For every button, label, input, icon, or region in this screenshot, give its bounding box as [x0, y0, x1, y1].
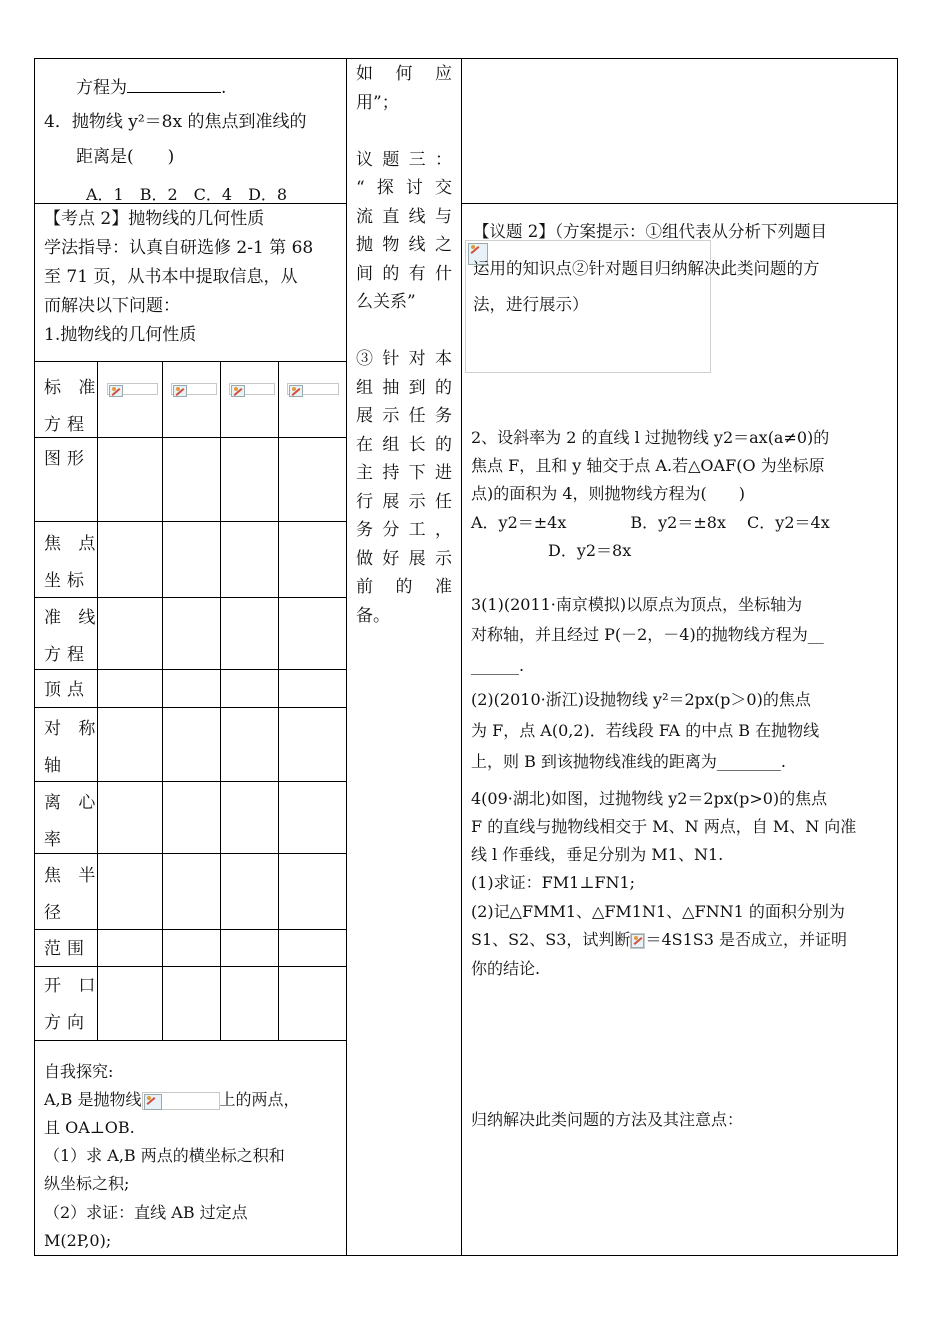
question-3-part2-line-2: 为 F，点 A(0,2)．若线段 FA 的中点 B 在抛物线: [471, 721, 820, 740]
middle-column-text: 如何应 用”； 议题三： “探讨交 流直线与 抛物线之 间的有什 么关系” ③针对本 组抽到的 展示任务 在组长的 主持下进 行展示任 务分工， 做好展示 前的准 备。: [356, 64, 452, 626]
self-explore-line-3: 且 OA⊥OB.: [44, 1118, 135, 1137]
row-label-focus: 焦 点 坐标: [44, 534, 102, 591]
equation-image: [287, 383, 339, 395]
table-border-right: [897, 58, 898, 1256]
summary-prompt: 归纳解决此类问题的方法及其注意点：: [471, 1110, 744, 1129]
question-2-options: A．y2＝±4x B．y2＝±8x C．y2＝4x: [471, 513, 830, 532]
self-explore-title: 自我探究:: [44, 1062, 114, 1081]
question-4-line-5: (2)记△FMM1、△FM1N1、△FNN1 的面积分别为: [471, 902, 845, 921]
question-2-line-1: 2、设斜率为 2 的直线 l 过抛物线 y2＝ax(a≠0)的: [471, 428, 830, 447]
row-label-graph: 图形: [44, 449, 90, 469]
table-border-bottom: [34, 1255, 898, 1256]
table-border-left: [34, 58, 35, 1256]
question-4-line-3: 线 l 作垂线，垂足分别为 M1、N1.: [471, 845, 724, 864]
topic-heading: 【考点 2】抛物线的几何性质: [44, 209, 265, 229]
right-row-divider: [461, 203, 898, 204]
question-3-line-1: 3(1)(2011·南京模拟)以原点为顶点，坐标轴为: [471, 595, 803, 614]
equation-image: [229, 383, 275, 395]
row-label-vertex: 顶点: [44, 680, 90, 700]
self-explore-line-6: （2）求证：直线 AB 过定点: [44, 1203, 248, 1222]
question-4-options: A．1 B．2 C．4 D．8: [86, 185, 288, 204]
study-guide-1: 学法指导：认真自研选修 2-1 第 68: [44, 238, 314, 258]
self-explore-line-5: 纵坐标之积;: [44, 1174, 130, 1193]
study-guide-2: 至 71 页，从书本中提取信息，从: [44, 267, 298, 287]
answer-line-equation: 方程为 .: [76, 78, 227, 98]
table-border-top: [34, 58, 898, 59]
question-4-line-7: 你的结论.: [471, 959, 541, 978]
question-2-line-3: 点)的面积为 4，则抛物线方程为( ): [471, 484, 745, 503]
topic-2-line-1: 【议题 2】（方案提示：①组代表从分析下列题目: [473, 222, 827, 241]
topic-2-line-3: 法，进行展示）: [473, 295, 589, 314]
self-explore-line-7: M(2P,0);: [44, 1231, 112, 1250]
topic-2-line-2: 运用的知识点②针对题目归纳解决此类问题的方: [473, 259, 820, 278]
row-label-directrix: 准 线 方程: [44, 608, 102, 665]
self-explore-line-2: A,B 是抛物线 上的两点，: [44, 1090, 300, 1109]
self-explore-line-4: （1）求 A,B 两点的横坐标之积和: [44, 1146, 285, 1165]
equation-image: [171, 383, 217, 395]
row-label-focal-radius: 焦 半 径: [44, 866, 102, 923]
question-4-line-2: F 的直线与抛物线相交于 M、N 两点，自 M、N 向准: [471, 817, 857, 836]
study-guide-3: 而解决以下问题：: [44, 296, 180, 316]
column-divider-2: [461, 58, 462, 1256]
question-4-cont: 距离是( ): [76, 147, 175, 167]
question-3-line-2: 对称轴，并且经过 P(－2，－4)的抛物线方程为__: [471, 625, 824, 644]
equation-image: [107, 383, 158, 395]
question-4: 4．抛物线 y²＝8x 的焦点到准线的: [44, 112, 307, 132]
row-label-opening: 开 口 方向: [44, 976, 102, 1033]
equation-image: [142, 1092, 220, 1110]
column-divider-1: [346, 58, 347, 1256]
question-3-part2-line-1: (2)(2010·浙江)设抛物线 y²＝2px(p＞0)的焦点: [471, 690, 811, 709]
question-3-line-3: ______.: [471, 656, 525, 675]
question-4-line-1: 4(09·湖北)如图，过抛物线 y2＝2px(p>0)的焦点: [471, 789, 828, 808]
question-4-line-4: (1)求证：FM1⊥FN1;: [471, 873, 636, 892]
question-4-line-6: S1、S2、S3，试判断 ＝4S1S3 是否成立，并证明: [471, 930, 847, 949]
question-2-line-2: 焦点 F，且和 y 轴交于点 A.若△OAF(O 为坐标原: [471, 456, 825, 475]
row-label-range: 范围: [44, 939, 90, 959]
row-label-standard-equation: 标 准 方程: [44, 378, 102, 435]
question-3-part2-line-3: 上，则 B 到该抛物线准线的距离为________.: [471, 752, 787, 771]
equation-image: [630, 933, 645, 949]
row-label-axis: 对 称 轴: [44, 719, 102, 776]
item-heading: 1.抛物线的几何性质: [44, 325, 197, 345]
row-label-eccentricity: 离 心 率: [44, 793, 102, 850]
question-2-option-d: D．y2＝8x: [548, 541, 632, 560]
